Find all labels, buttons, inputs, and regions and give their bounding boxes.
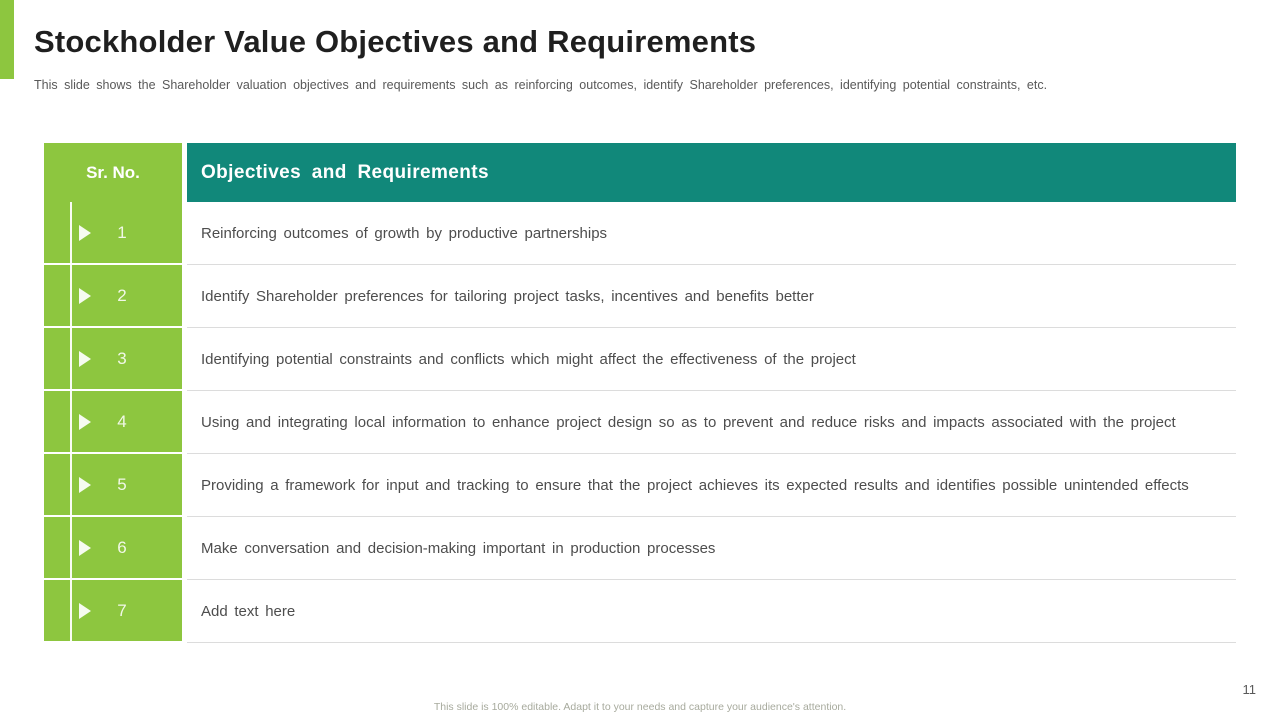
row-number: 2 xyxy=(117,285,127,305)
play-triangle-icon xyxy=(79,351,91,367)
cell-divider-line xyxy=(70,265,72,326)
row-number: 3 xyxy=(117,348,127,368)
row-text: Identify Shareholder preferences for tailoring project tasks, incentives and benefits better xyxy=(201,287,814,305)
row-number-cell xyxy=(44,202,182,265)
objectives-table xyxy=(44,143,1236,643)
table-header-row xyxy=(44,143,1236,202)
row-number: 1 xyxy=(117,222,127,242)
page-number: 11 xyxy=(1242,682,1256,697)
table-row xyxy=(44,580,1236,643)
row-number-cell xyxy=(44,328,182,391)
play-triangle-icon xyxy=(79,288,91,304)
row-number: 6 xyxy=(117,537,127,557)
table-row xyxy=(44,391,1236,454)
row-text-cell xyxy=(187,265,1236,328)
table-row xyxy=(44,517,1236,580)
row-text: Using and integrating local information to enhance project design so as to prevent and reduce risks and impacts associated with the project xyxy=(201,413,1176,431)
table-row xyxy=(44,265,1236,328)
header-objectives: Objectives and Requirements xyxy=(187,143,1236,202)
table-body xyxy=(44,202,1236,643)
table-row xyxy=(44,454,1236,517)
row-number: 7 xyxy=(117,600,127,620)
row-text: Reinforcing outcomes of growth by productive partnerships xyxy=(201,224,608,242)
play-triangle-icon xyxy=(79,477,91,493)
cell-divider-line xyxy=(70,580,72,641)
table-row xyxy=(44,328,1236,391)
cell-divider-line xyxy=(70,391,72,452)
play-triangle-icon xyxy=(79,225,91,241)
row-text-cell xyxy=(187,454,1236,517)
row-text: Identifying potential constraints and conflicts which might affect the effectiveness of the project xyxy=(201,350,856,368)
row-text-cell xyxy=(187,517,1236,580)
slide-subtitle: This slide shows the Shareholder valuation objectives and requirements such as reinforcing outcomes, identify Shareholder preferences, identifying potential constraints, etc. xyxy=(34,78,1048,92)
header-sr-no: Sr. No. xyxy=(44,143,182,202)
cell-divider-line xyxy=(70,454,72,515)
row-text-cell xyxy=(187,202,1236,265)
row-text: Add text here xyxy=(201,602,296,620)
cell-divider-line xyxy=(70,202,72,263)
row-text-cell xyxy=(187,580,1236,643)
cell-divider-line xyxy=(70,328,72,389)
row-number-cell xyxy=(44,265,182,328)
play-triangle-icon xyxy=(79,603,91,619)
row-text-cell xyxy=(187,328,1236,391)
play-triangle-icon xyxy=(79,540,91,556)
row-number-cell xyxy=(44,454,182,517)
row-text: Providing a framework for input and tracking to ensure that the project achieves its expected results and identifies possible unintended effects xyxy=(201,476,1189,494)
play-triangle-icon xyxy=(79,414,91,430)
row-number-cell xyxy=(44,580,182,643)
row-text: Make conversation and decision-making important in production processes xyxy=(201,539,716,557)
row-number: 4 xyxy=(117,411,127,431)
page-title: Stockholder Value Objectives and Requirements xyxy=(34,24,757,59)
footer-note: This slide is 100% editable. Adapt it to your needs and capture your audience's attention. xyxy=(433,701,847,713)
row-number-cell xyxy=(44,391,182,454)
title-accent-bar xyxy=(0,0,14,79)
row-text-cell xyxy=(187,391,1236,454)
row-number-cell xyxy=(44,517,182,580)
cell-divider-line xyxy=(70,517,72,578)
table-row xyxy=(44,202,1236,265)
row-number: 5 xyxy=(117,474,127,494)
